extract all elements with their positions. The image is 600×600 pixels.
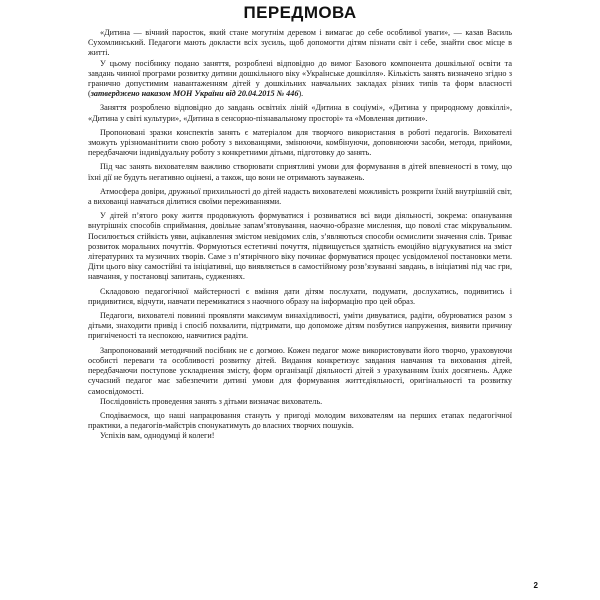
paragraph: Складовою педагогічної майстерності є вміння дати дітям послухати, подумати, дослухатись, подивитись і придивитися, відчути, навчати перемикатися з наочного образу на інформацію про цей образ. — [88, 286, 512, 306]
paragraph: Сподіваємося, що наші напрацювання стануть у пригоді молодим вихователям на перших етапах педагогічної практики, а педагогів-майстрів спонукатимуть до власних творчих пошуків. — [88, 410, 512, 431]
citation: затверджено наказом МОН України від 20.04.2015 № 446 — [90, 89, 299, 99]
paragraph: Атмосфера довіри, дружньої прихильності до дітей надасть вихователеві можливість розкрити їхній внутрішній світ, а вихованці навчаться ділитися своїми переживаннями. — [88, 186, 512, 207]
paragraph: Педагоги, вихователі повинні проявляти максимум винахідливості, уміти дивуватися, радіти, обурюватися разом з дітьми, знаходити привід і спосіб похвалити, підтримати, що допоможе дітям позбутися напруження, виявити причину пригніченості та неспокою, навчитися радіти. — [88, 311, 512, 341]
paragraph: У дітей п’ятого року життя продовжують формуватися і розвиватися всі види діяльності, зокрема: опанування внутрішніх способів сприймання, довільне запам’ятовування, наочно-образне мислення, що поволі стає мікрувальним. Посилюється стійкість уяви, ацікавлення змістом невідомих слів, з’являються способи осмислити значення слів. Триває розвиток моральних почуттів. Формуються естетичні почуття, підвищується здатність емоційно відгукуватися на зміст літературних та музичних творів. Саме з п’ятирічного віку починає формуватися процес усвідомленої постановки мети. Діти цього віку самостійні та ініціативні, що виявляється в самостійному розв’язуванні завдань, в ініціативі під час гри, навчання, у постановці запитань, судженнях. — [88, 211, 512, 282]
paragraph: Заняття розроблено відповідно до завдань освітніх ліній «Дитина в соціумі», «Дитина у природному довкіллі», «Дитина у світі культури», «Дитина в сенсорно-пізнавальному просторі» та «Мовлення дитини». — [88, 103, 512, 123]
citation-tail: ). — [298, 89, 304, 99]
page-number: 2 — [533, 581, 538, 590]
paragraph — [88, 59, 512, 100]
paragraph: «Дитина — вічний паросток, який стане могутнім деревом і вимагає до себе особливої уваги», — казав Василь Сухомлинський. Педагоги мають докласти всіх зусиль, щоб допомогти дітям пізнати світ і себе, знайти своє місце в житті. — [88, 28, 512, 58]
paragraph-text: У цьому посібнику подано заняття, розроблені відповідно до вимог Базового компонента дошкільної освіти та завдань чинної програми розвитку дитини дошкільного віку «Українське дошкілля». Кількість занять визначено згідно з гранично допустимим навантаженням дітей у дошкільних навчальних закладах різних типів та форм власності ( — [88, 58, 512, 99]
paragraph: Запропонований методичний посібник не є догмою. Кожен педагог може використовувати його творчо, ураховуючи особисті переваги та особливості розвитку дітей. Видання конкретизує завдання навчання та виховання дітей, передбачаючи поступове ускладнення змісту, форм організації діяльності дітей з урахуванням їхніх досягнень. Адже сучасний педагог має забезпечити дитині умови для формування життєдіяльності, оригінальності та розвитку самосвідомості. — [88, 345, 512, 396]
page-title: ПЕРЕДМОВА — [243, 3, 357, 22]
paragraph: Послідовність проведення занять з дітьми визначає вихователь. — [100, 396, 323, 406]
paragraph: Пропоновані зразки конспектів занять є матеріалом для творчого використання в роботі педагогів. Вихователі зможуть урізноманітнити свою роботу з вихованцями, змінюючи, комбінуючи, доповнюючи засоби, методи, прийоми, передбачаючи індивідуальну роботу з конкретними дітьми, підготовку до занять. — [88, 127, 512, 158]
paragraph: Під час занять вихователям важливо створювати сприятливі умови для формування в дітей впевненості в тому, що їхні дії не будуть негативно оцінені, а також, що вони не отримають зауважень. — [88, 162, 512, 182]
paragraph: Успіхів вам, однодумці й колеги! — [100, 431, 215, 441]
document-body — [88, 28, 512, 442]
